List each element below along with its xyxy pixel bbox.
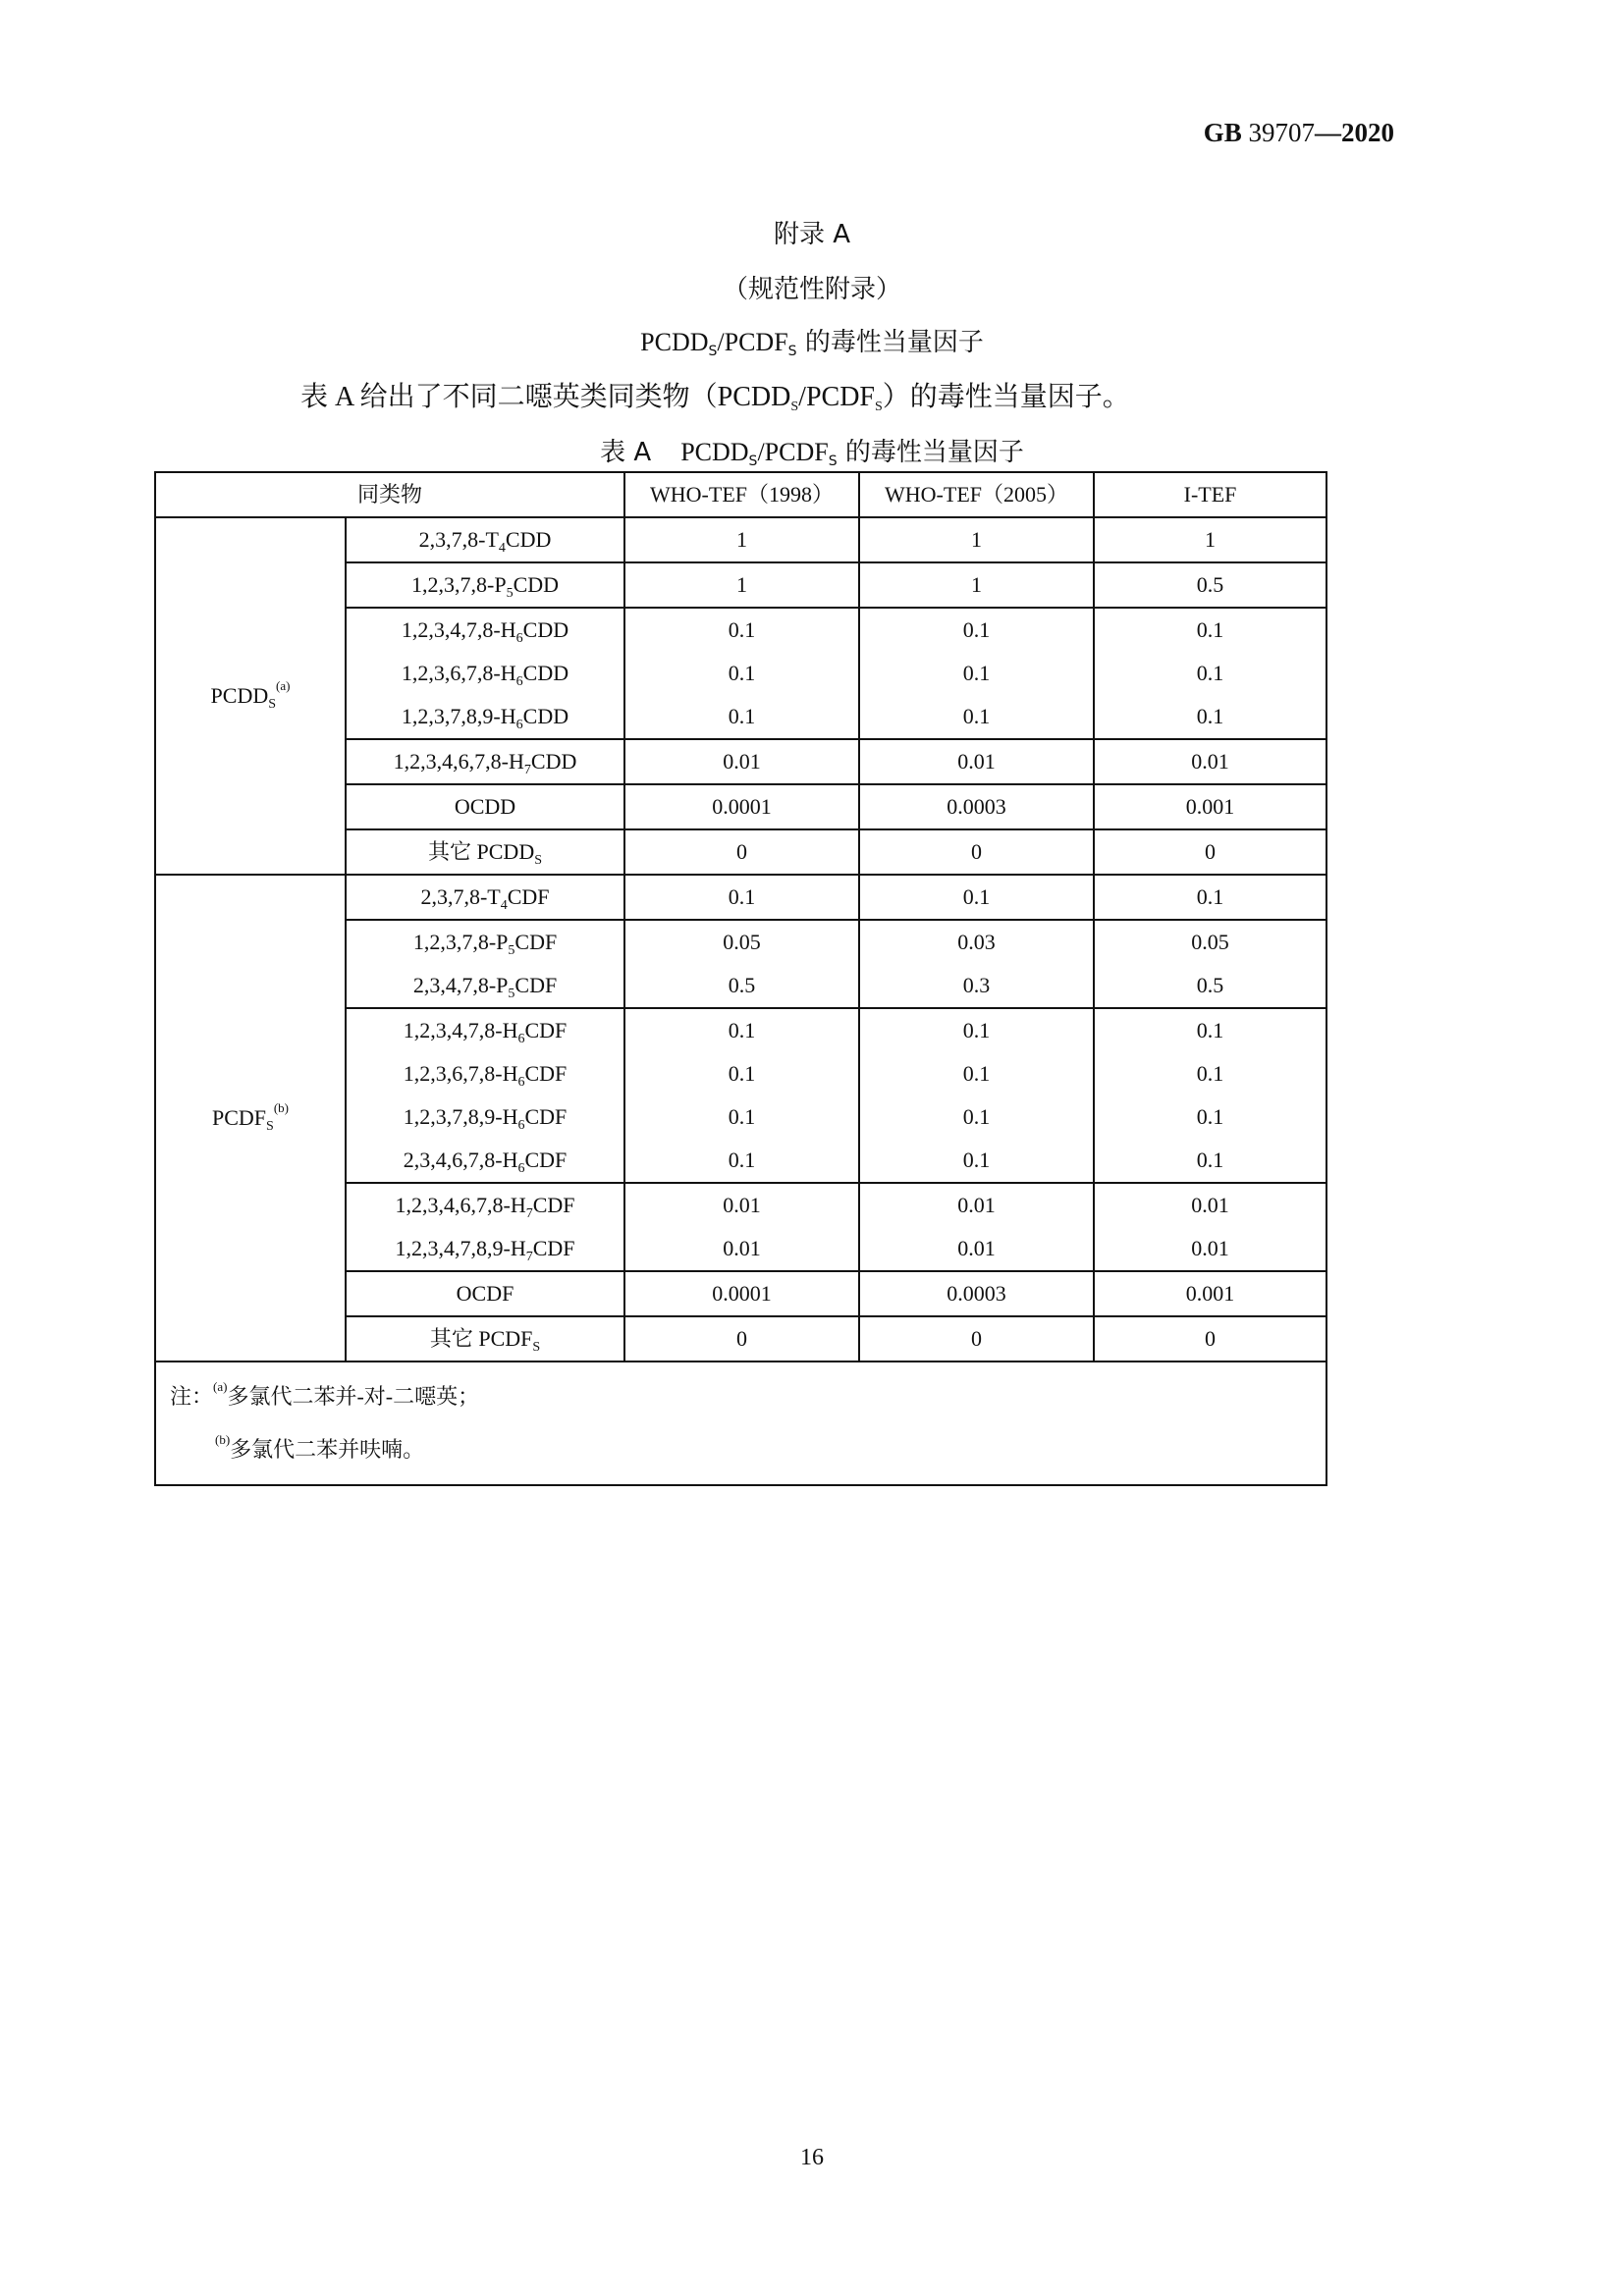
value-cell: 0.1 0.1 0.1 0.1 [1094,1008,1326,1183]
congener-cell: $1,2,3,4,7,8-H_6CDD$ $1,2,3,6,7,8-H_6CDD$ $1,2,3,7,8,9-H_6CDD$ [346,608,624,739]
value-cell: 0.01 0.01 [859,1183,1094,1271]
value-cell: 0.1 0.1 0.1 [1094,608,1326,739]
header-who2005: WHO-TEF（2005） [859,472,1094,517]
congener-cell: 其它 $PCDD_S$ [346,829,624,875]
congener-cell: $1,2,3,4,6,7,8-H_7CDF$ $1,2,3,4,7,8,9-H_7CDF$ [346,1183,624,1271]
intro-paragraph: 表 A 给出了不同二噁英类同类物$(PCDD_S/PCDF_S)$的毒性当量因子。 [300,382,1130,414]
value-cell: 1 [859,517,1094,562]
standard-number: GB 39707—2020 [1203,118,1394,147]
value-cell: 0.05 0.5 [1094,920,1326,1008]
table-row [155,875,1326,920]
value-cell: 0.1 0.1 0.1 [859,608,1094,739]
congener-cell: $1,2,3,7,8-P_5CDD$ [346,562,624,608]
value-cell: 0.1 [859,875,1094,920]
value-cell: 0.001 [1094,1271,1326,1316]
value-cell: 0.1 0.1 0.1 0.1 [859,1008,1094,1183]
value-cell: 0 [859,1316,1094,1362]
congener-cell: OCDF [346,1271,624,1316]
value-cell: 0.0003 [859,1271,1094,1316]
value-cell: 0.03 0.3 [859,920,1094,1008]
value-cell: 1 [1094,517,1326,562]
value-cell: 1 [624,517,859,562]
table-notes [155,1362,1326,1485]
table-header-row [155,472,1326,517]
header-itef: I-TEF [1094,472,1326,517]
header-congener: 同类物 [155,472,624,517]
value-cell: 0.1 [624,875,859,920]
value-cell: 0 [859,829,1094,875]
value-cell: 0.0003 [859,784,1094,829]
value-cell: 0.05 0.5 [624,920,859,1008]
value-cell: 0.01 [1094,739,1326,784]
congener-cell: $1,2,3,4,6,7,8-H_7CDD$ [346,739,624,784]
value-cell: 0.01 0.01 [1094,1183,1326,1271]
value-cell: 0 [1094,1316,1326,1362]
congener-cell: OCDD [346,784,624,829]
congener-cell: 其它 $PCDF_S$ [346,1316,624,1362]
appendix-title: 附录 A [773,220,851,249]
value-cell: 0.01 0.01 [624,1183,859,1271]
tef-table [154,471,1327,1486]
value-cell: 0.5 [1094,562,1326,608]
table-row [155,517,1326,562]
congener-cell: $1,2,3,4,7,8-H_6CDF$ $1,2,3,6,7,8-H_6CDF$ $1,2,3,7,8,9-H_6CDF$ $2,3,4,6,7,8-H_6CDF$ [346,1008,624,1183]
congener-cell: $1,2,3,7,8-P_5CDF$ $2,3,4,7,8-P_5CDF$ [346,920,624,1008]
value-cell: 0.1 0.1 0.1 0.1 [624,1008,859,1183]
value-cell: 0.01 [624,739,859,784]
note-a: 注：$^{(a)}$多氯代二苯并-对-二噁英； [170,1379,480,1409]
value-cell: 1 [624,562,859,608]
group-pcdf: $PCDF_S^{(b)}$ [155,875,346,1362]
congener-cell: $2,3,7,8-T_4CDF$ [346,875,624,920]
appendix-subject: $PCDD_S/PCDF_S$ 的毒性当量因子 [640,328,984,359]
congener-cell: $2,3,7,8-T_4CDD$ [346,517,624,562]
value-cell: 1 [859,562,1094,608]
note-b: $^{(b)}$多氯代二苯并呋喃。 [215,1432,425,1462]
group-pcdd: $PCDD_S^{(a)}$ [155,517,346,875]
value-cell: 0 [624,1316,859,1362]
value-cell: 0 [624,829,859,875]
header-who1998: WHO-TEF（1998） [624,472,859,517]
value-cell: 0.01 [859,739,1094,784]
value-cell: 0.001 [1094,784,1326,829]
value-cell: 0 [1094,829,1326,875]
value-cell: 0.0001 [624,1271,859,1316]
notes-row [155,1362,1326,1485]
table-caption: 表 A $PCDD_S/PCDF_S$ 的毒性当量因子 [600,438,1024,469]
page-number: 16 [800,2145,824,2170]
value-cell: 0.0001 [624,784,859,829]
value-cell: 0.1 0.1 0.1 [624,608,859,739]
value-cell: 0.1 [1094,875,1326,920]
appendix-nature: （规范性附录） [722,275,901,304]
